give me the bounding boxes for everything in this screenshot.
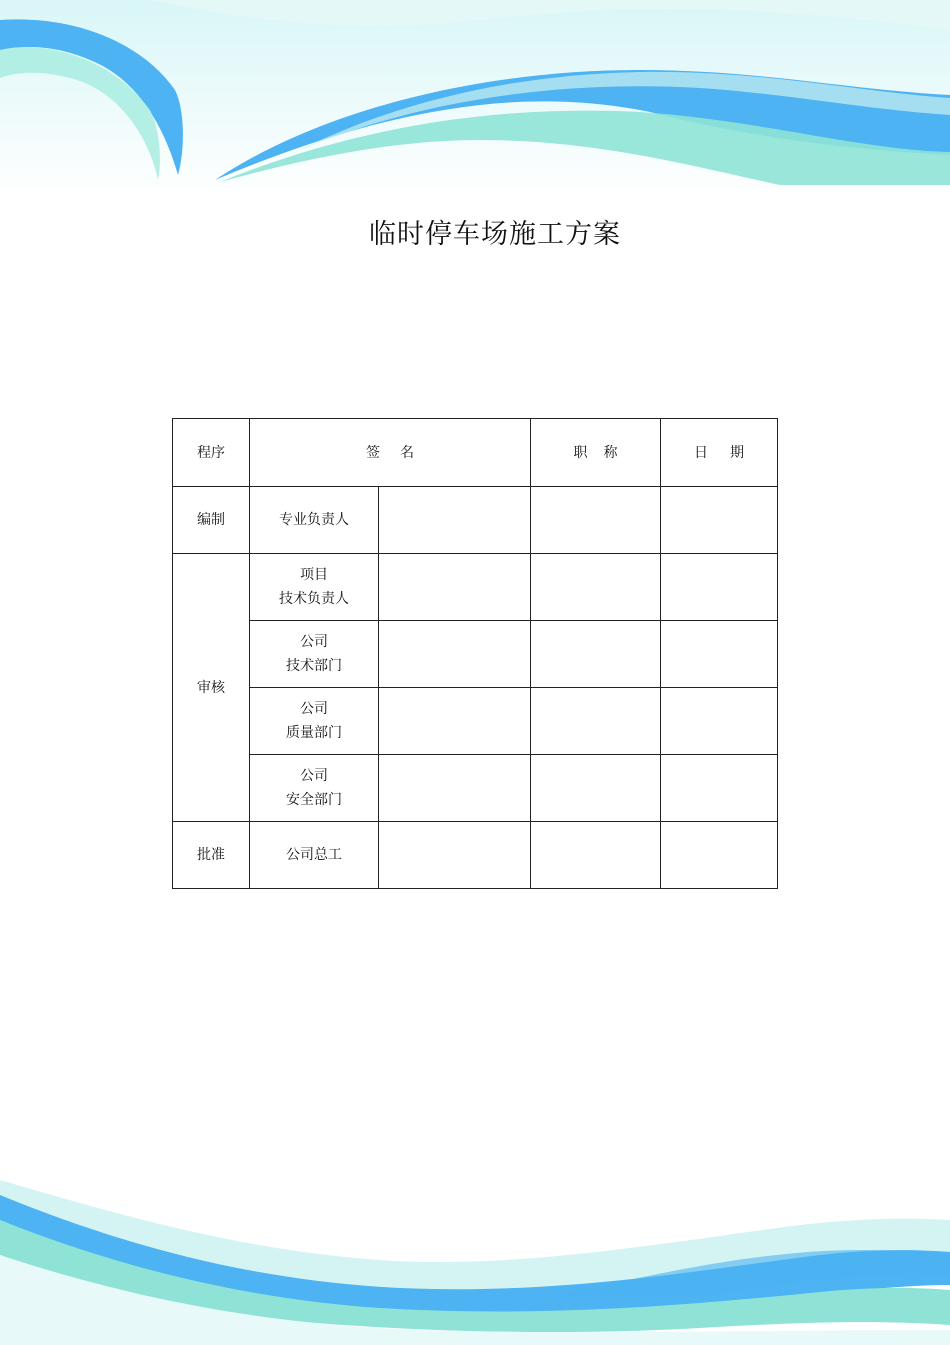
role-professional-lead: 专业负责人 [250,487,379,554]
document-title: 临时停车场施工方案 [369,219,621,250]
role-line-2: 质量部门 [286,725,342,741]
stage-review: 审核 [173,554,250,822]
role-company-tech-dept [250,621,379,688]
bottom-wave-decoration [0,1180,950,1345]
stage-compile: 编制 [173,487,250,554]
date-cell [661,755,778,822]
date-cell [661,822,778,889]
table-row-review-1 [173,554,778,621]
header-date [661,419,778,487]
header-date-char-1: 日 [694,444,708,461]
job-title-cell [531,688,661,755]
header-signature-char-2: 名 [400,444,414,461]
job-title-cell [531,621,661,688]
signature-cell [379,688,531,755]
table-header-row [173,419,778,487]
table-row-compile [173,487,778,554]
date-cell [661,688,778,755]
job-title-cell [531,487,661,554]
role-line-2: 技术负责人 [279,591,349,607]
table-row-review-3 [173,688,778,755]
role-company-quality-dept [250,688,379,755]
signature-cell [379,755,531,822]
date-cell [661,554,778,621]
top-wave-decoration [0,0,950,200]
role-line-2: 技术部门 [286,658,342,674]
table-row-approve [173,822,778,889]
date-cell [661,621,778,688]
role-line-1: 公司 [300,701,328,717]
table-row-review-4 [173,755,778,822]
role-line-1: 项目 [300,567,328,583]
header-program: 程序 [173,419,250,487]
role-chief-engineer: 公司总工 [250,822,379,889]
header-date-char-2: 期 [730,444,744,461]
date-cell [661,487,778,554]
signature-cell [379,822,531,889]
table-row-review-2 [173,621,778,688]
header-signature-char-1: 签 [366,444,380,461]
header-job-title-char-1: 职 [573,444,588,461]
role-line-1: 公司 [300,634,328,650]
approval-signature-table [172,418,778,889]
job-title-cell [531,755,661,822]
signature-cell [379,554,531,621]
signature-cell [379,621,531,688]
role-line-1: 公司 [300,768,328,784]
header-job-title [531,419,661,487]
header-job-title-char-2: 称 [603,444,618,461]
role-company-safety-dept [250,755,379,822]
role-project-tech-lead [250,554,379,621]
stage-approve: 批准 [173,822,250,889]
job-title-cell [531,554,661,621]
job-title-cell [531,822,661,889]
role-line-2: 安全部门 [286,792,342,808]
signature-cell [379,487,531,554]
header-signature [250,419,531,487]
